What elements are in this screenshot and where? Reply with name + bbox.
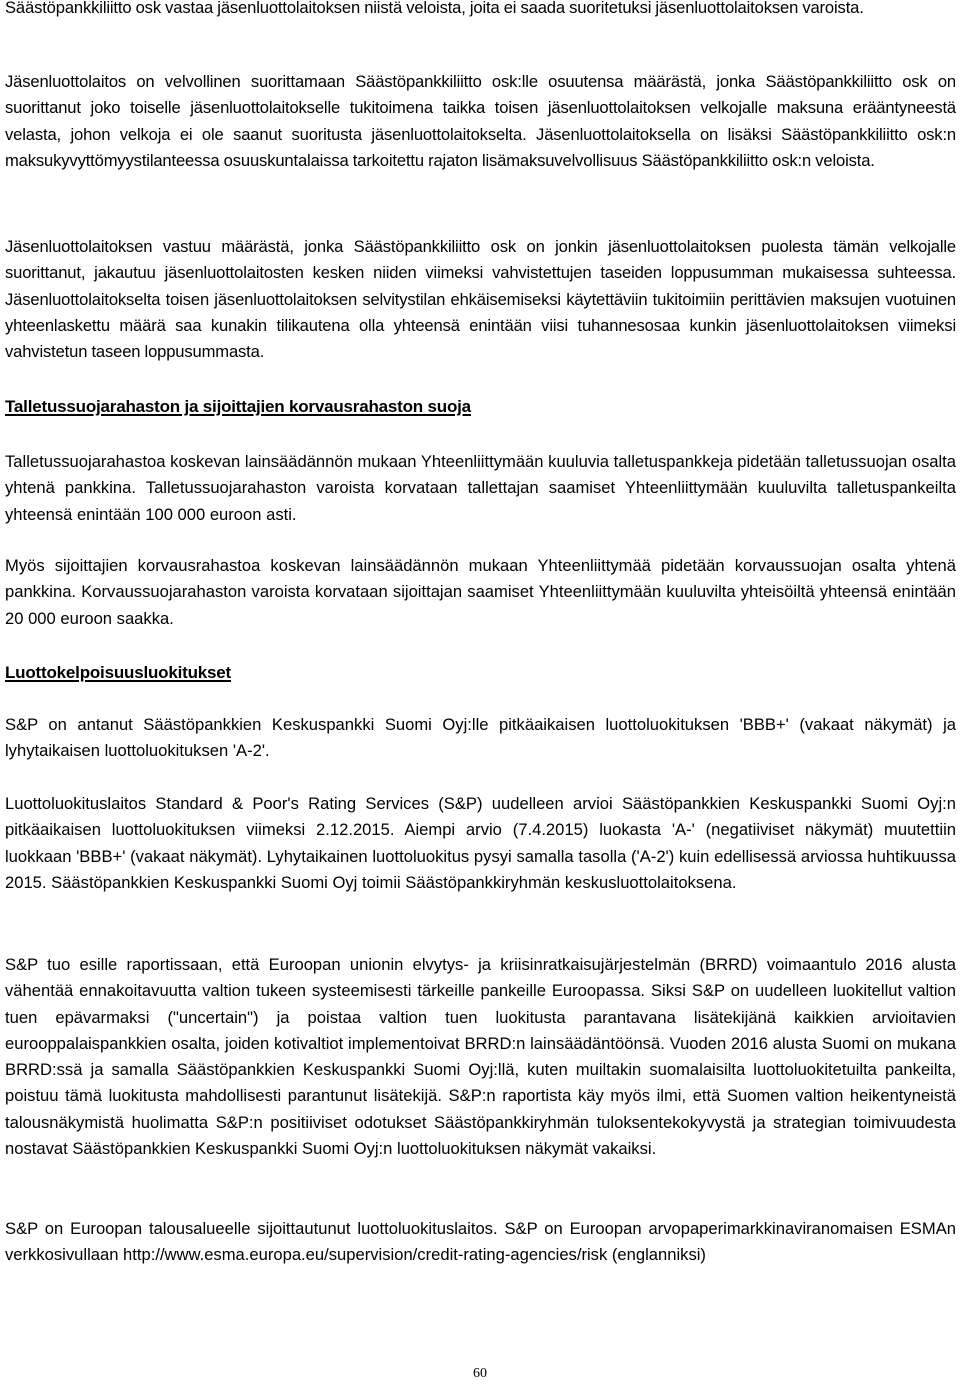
paragraph-saastopankkiliitto-liability: Säästöpankkiliitto osk vastaa jäsenluottolaitoksen niistä veloista, joita ei saada suoritetuksi jäsenluottolaitoksen varoista. <box>5 0 864 17</box>
paragraph-investor-compensation-fund: Myös sijoittajien korvausrahastoa koskevan lainsäädännön mukaan Yhteenliittymää pidetään korvaussuojan osalta yhtenä pankkina. Korvaussuojarahaston varoista korvataan sijoittajan saamiset Yhteenliittymään kuuluvilta yhteisöiltä yhteensä enintään 20 000 euroon saakka. <box>5 556 956 628</box>
paragraph-sp-ratings: S&P on antanut Säästöpankkien Keskuspankki Suomi Oyj:lle pitkäaikaisen luottoluokituksen 'BBB+' (vakaat näkymät) ja lyhytaikaisen luottoluokituksen 'A-2'. <box>5 715 956 761</box>
paragraph-deposit-guarantee-fund: Talletussuojarahastoa koskevan lainsäädännön mukaan Yhteenliittymään kuuluvia talletuspankkeja pidetään talletussuojan osalta yhtenä pankkina. Talletussuojarahaston varoista korvataan tallettajan saamiset Yhteenliittymään kuuluvilta talletuspankeilta yhteensä enintään 100 000 euroon asti. <box>5 452 956 524</box>
page-number: 60 <box>473 1366 487 1381</box>
paragraph-member-obligation: Jäsenluottolaitos on velvollinen suorittamaan Säästöpankkiliitto osk:lle osuutensa määrästä, jonka Säästöpankkiliitto osk on suorittanut joko toiselle jäsenluottolaitokselle tukitoimena taikka toisen jäsenluottolaitoksen velkojalle maksuna erääntyneestä velasta, johon velkoja ei ole saanut suoritusta jäsenluottolaitokselta. Jäsenluottolaitoksella on lisäksi Säästöpankkiliitto osk:n maksukyvyttömyystilanteessa osuuskuntalaissa tarkoitettu rajaton lisämaksuvelvollisuus Säästöpankkiliitto osk:n veloista. <box>5 72 956 170</box>
paragraph-member-liability-distribution: Jäsenluottolaitoksen vastuu määrästä, jonka Säästöpankkiliitto osk on jonkin jäsenluottolaitoksen puolesta tämän velkojalle suorittanut, jakautuu jäsenluottolaitosten kesken niiden viimeksi vahvistettujen taseiden loppusumman mukaisessa suhteessa. Jäsenluottolaitokselta toisen jäsenluottolaitoksen selvitystilan ehkäisemiseksi käytettäviin tukitoimiin perittävien maksujen vuotuinen yhteenlaskettu määrä saa kunakin tilikautena olla yhteensä enintään viisi tuhannesosaa kunkin jäsenluottolaitoksen viimeksi vahvistetun taseen loppusummasta. <box>5 237 956 362</box>
paragraph-sp-reassessment: Luottoluokituslaitos Standard & Poor's Rating Services (S&P) uudelleen arvioi Säästöpankkien Keskuspankki Suomi Oyj:n pitkäaikaisen luottoluokituksen viimeksi 2.12.2015. Aiempi arvio (7.4.2015) luokasta 'A-' (negatiiviset näkymät) muutettiin luokkaan 'BBB+' (vakaat näkymät). Lyhytaikainen luottoluokitus pysyi samalla tasolla ('A-2') kuin edellisessä arviossa huhtikuussa 2015. Säästöpankkien Keskuspankki Suomi Oyj toimii Säästöpankkiryhmän keskusluottolaitoksena. <box>5 794 956 892</box>
section-heading-credit-ratings: Luottokelpoisuusluokitukset <box>5 663 232 682</box>
section-heading-deposit-guarantee: Talletussuojarahaston ja sijoittajien korvausrahaston suoja <box>5 397 471 416</box>
paragraph-sp-esma-registration: S&P on Euroopan talousalueelle sijoittautunut luottoluokituslaitos. S&P on Euroopan arvopaperimarkkinaviranomaisen ESMAn verkkosivullaan http://www.esma.europa.eu/supervision/credit-rating-agencies/risk (englanniksi) <box>5 1219 956 1265</box>
paragraph-sp-brrd-report: S&P tuo esille raportissaan, että Euroopan unionin elvytys- ja kriisinratkaisujärjestelmän (BRRD) voimaantulo 2016 alusta vähentää ennakoitavuutta valtion tukeen systeemisesti tärkeille pankeille Euroopassa. Siksi S&P on uudelleen luokitellut valtion tuen epävarmaksi ("uncertain") ja poistaa valtion tuen luokitusta parantavana lisätekijänä kaikkien arvioitavien eurooppalaispankkien osalta, joiden kotivaltiot implementoivat BRRD:n lainsäädäntöönsä. Vuoden 2016 alusta Suomi on mukana BRRD:ssä ja samalla Säästöpankkien Keskuspankki Suomi Oyj:llä, kuten muiltakin suomalaisilta luottoluokitetuilta pankeilta, poistuu tämä luokitusta mahdollisesti parantunut lisätekijä. S&P:n raportista käy myös ilmi, että Suomen valtion heikentyneistä talousnäkymistä huolimatta S&P:n positiiviset odotukset Säästöpankkiryhmän tuloksentekokyvystä ja strategian toimivuudesta nostavat Säästöpankkien Keskuspankki Suomi Oyj:n luottoluokituksen näkymät vakaiksi. <box>5 955 956 1159</box>
